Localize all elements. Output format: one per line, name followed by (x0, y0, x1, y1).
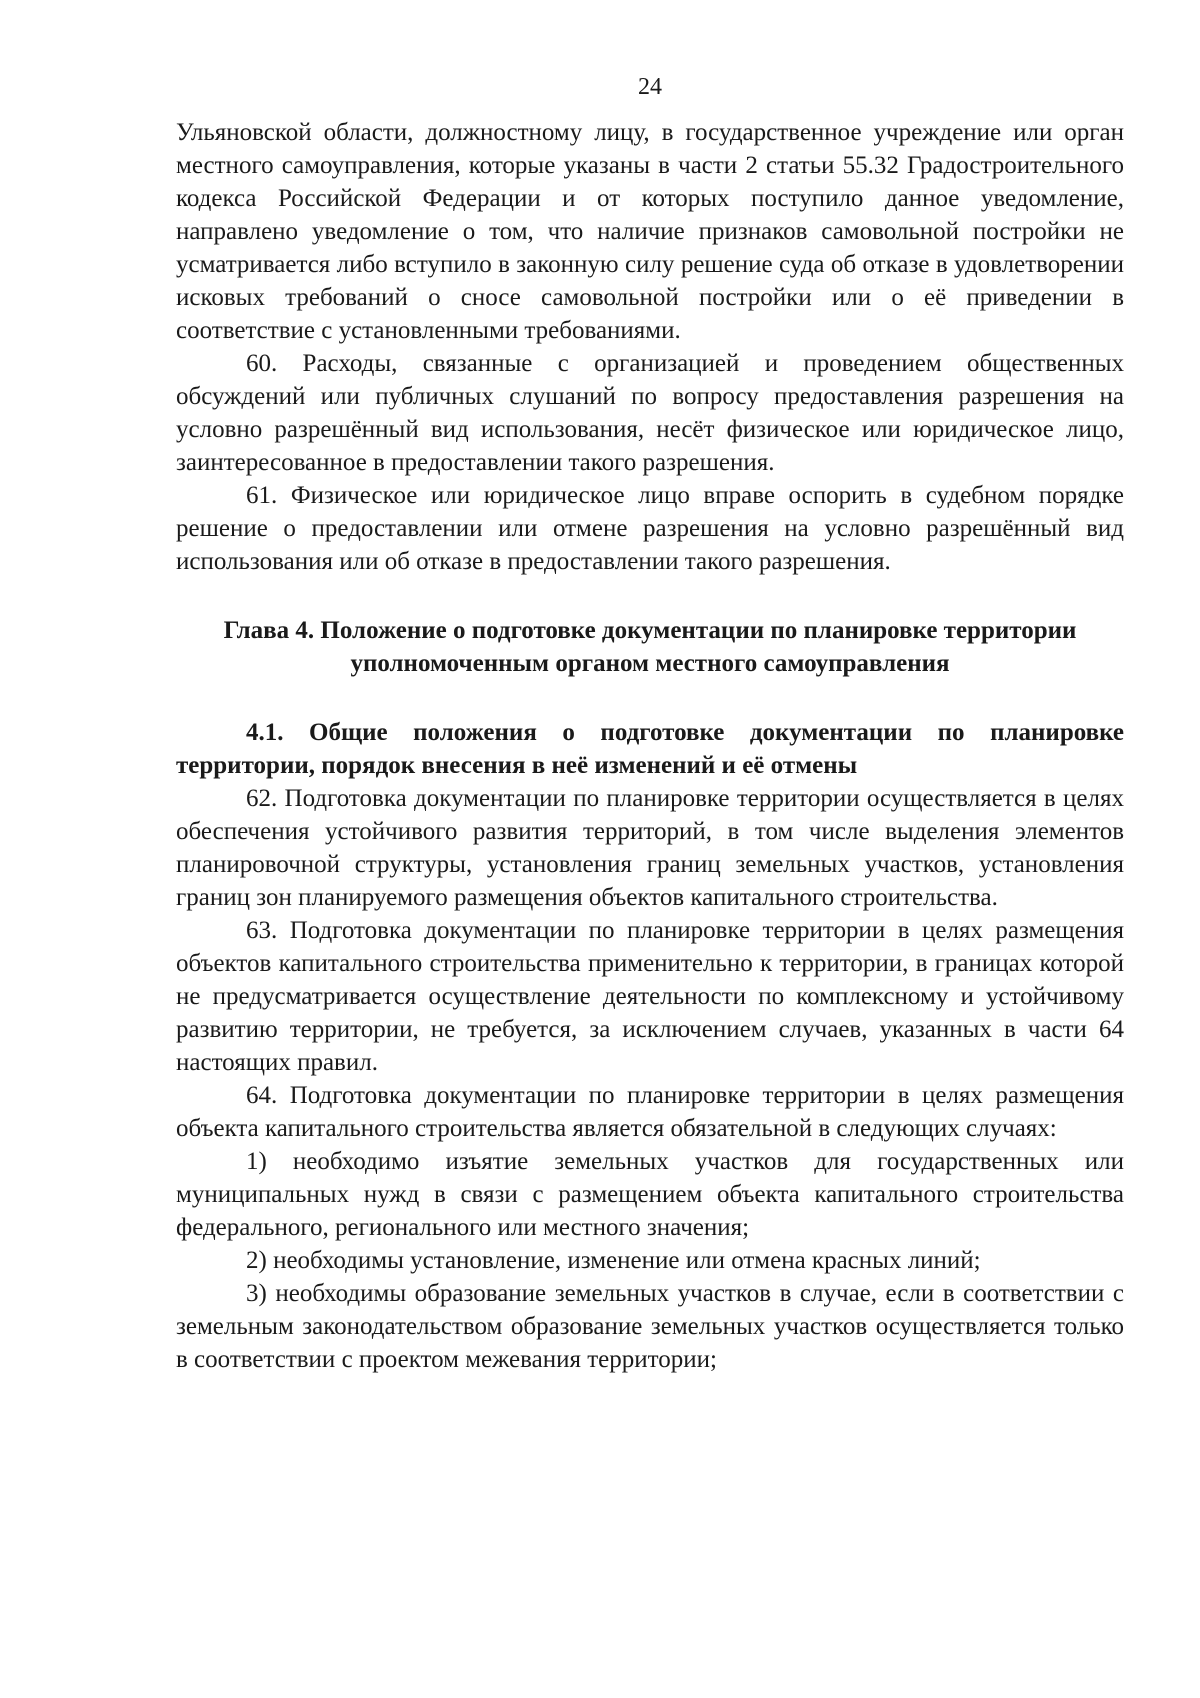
paragraph-60: 60. Расходы, связанные с организацией и проведением общественных обсуждений или публичных слушаний по вопросу предоставления разрешения на условно разрешённый вид использования, несёт физическое или юридическое лицо, заинтересованное в предоставлении такого разрешения. (176, 350, 1124, 476)
paragraph-61: 61. Физическое или юридическое лицо вправе оспорить в судебном порядке решение о предоставлении или отмене разрешения на условно разрешённый вид использования или об отказе в предоставлении такого разрешения. (176, 482, 1124, 575)
paragraph-continuation: Ульяновской области, должностному лицу, в государственное учреждение или орган местного самоуправления, которые указаны в части 2 статьи 55.32 Градостроительного кодекса Российской Федерации и от которых поступило данное уведомление, направлено уведомление о том, что наличие признаков самовольной постройки не усматривается либо вступило в законную силу решение суда об отказе в удовлетворении исковых требований о сносе самовольной постройки или о её приведении в соответствие с установленными требованиями. (176, 119, 1124, 344)
list-item: 3) необходимы образование земельных участков в случае, если в соответствии с земельным законодательством образование земельных участков осуществляется только в соответствии с проектом межевания территории; (176, 1280, 1124, 1373)
document-page (176, 70, 1124, 1376)
page-number: 24 (638, 74, 662, 100)
paragraph-63: 63. Подготовка документации по планировке территории в целях размещения объектов капитального строительства применительно к территории, в границах которой не предусматривается осуществление деятельности по комплексному и устойчивому развитию территории, не требуется, за исключением случаев, указанных в части 64 настоящих правил. (176, 917, 1124, 1076)
list-item: 2) необходимы установление, изменение или отмена красных линий; (246, 1247, 981, 1274)
section-title: 4.1. Общие положения о подготовке документации по планировке территории, порядок внесения в неё изменений и её отмены (176, 719, 1124, 779)
list-item: 1) необходимо изъятие земельных участков для государственных или муниципальных нужд в связи с размещением объекта капитального строительства федерального, регионального или местного значения; (176, 1148, 1124, 1241)
paragraph-64: 64. Подготовка документации по планировке территории в целях размещения объекта капитального строительства является обязательной в следующих случаях: (176, 1082, 1124, 1142)
chapter-title: Глава 4. Положение о подготовке документации по планировке территории уполномоченным органом местного самоуправления (223, 617, 1077, 677)
paragraph-62: 62. Подготовка документации по планировке территории осуществляется в целях обеспечения устойчивого развития территорий, в том числе выделения элементов планировочной структуры, установления границ земельных участков, установления границ зон планируемого размещения объектов капитального строительства. (176, 785, 1124, 911)
